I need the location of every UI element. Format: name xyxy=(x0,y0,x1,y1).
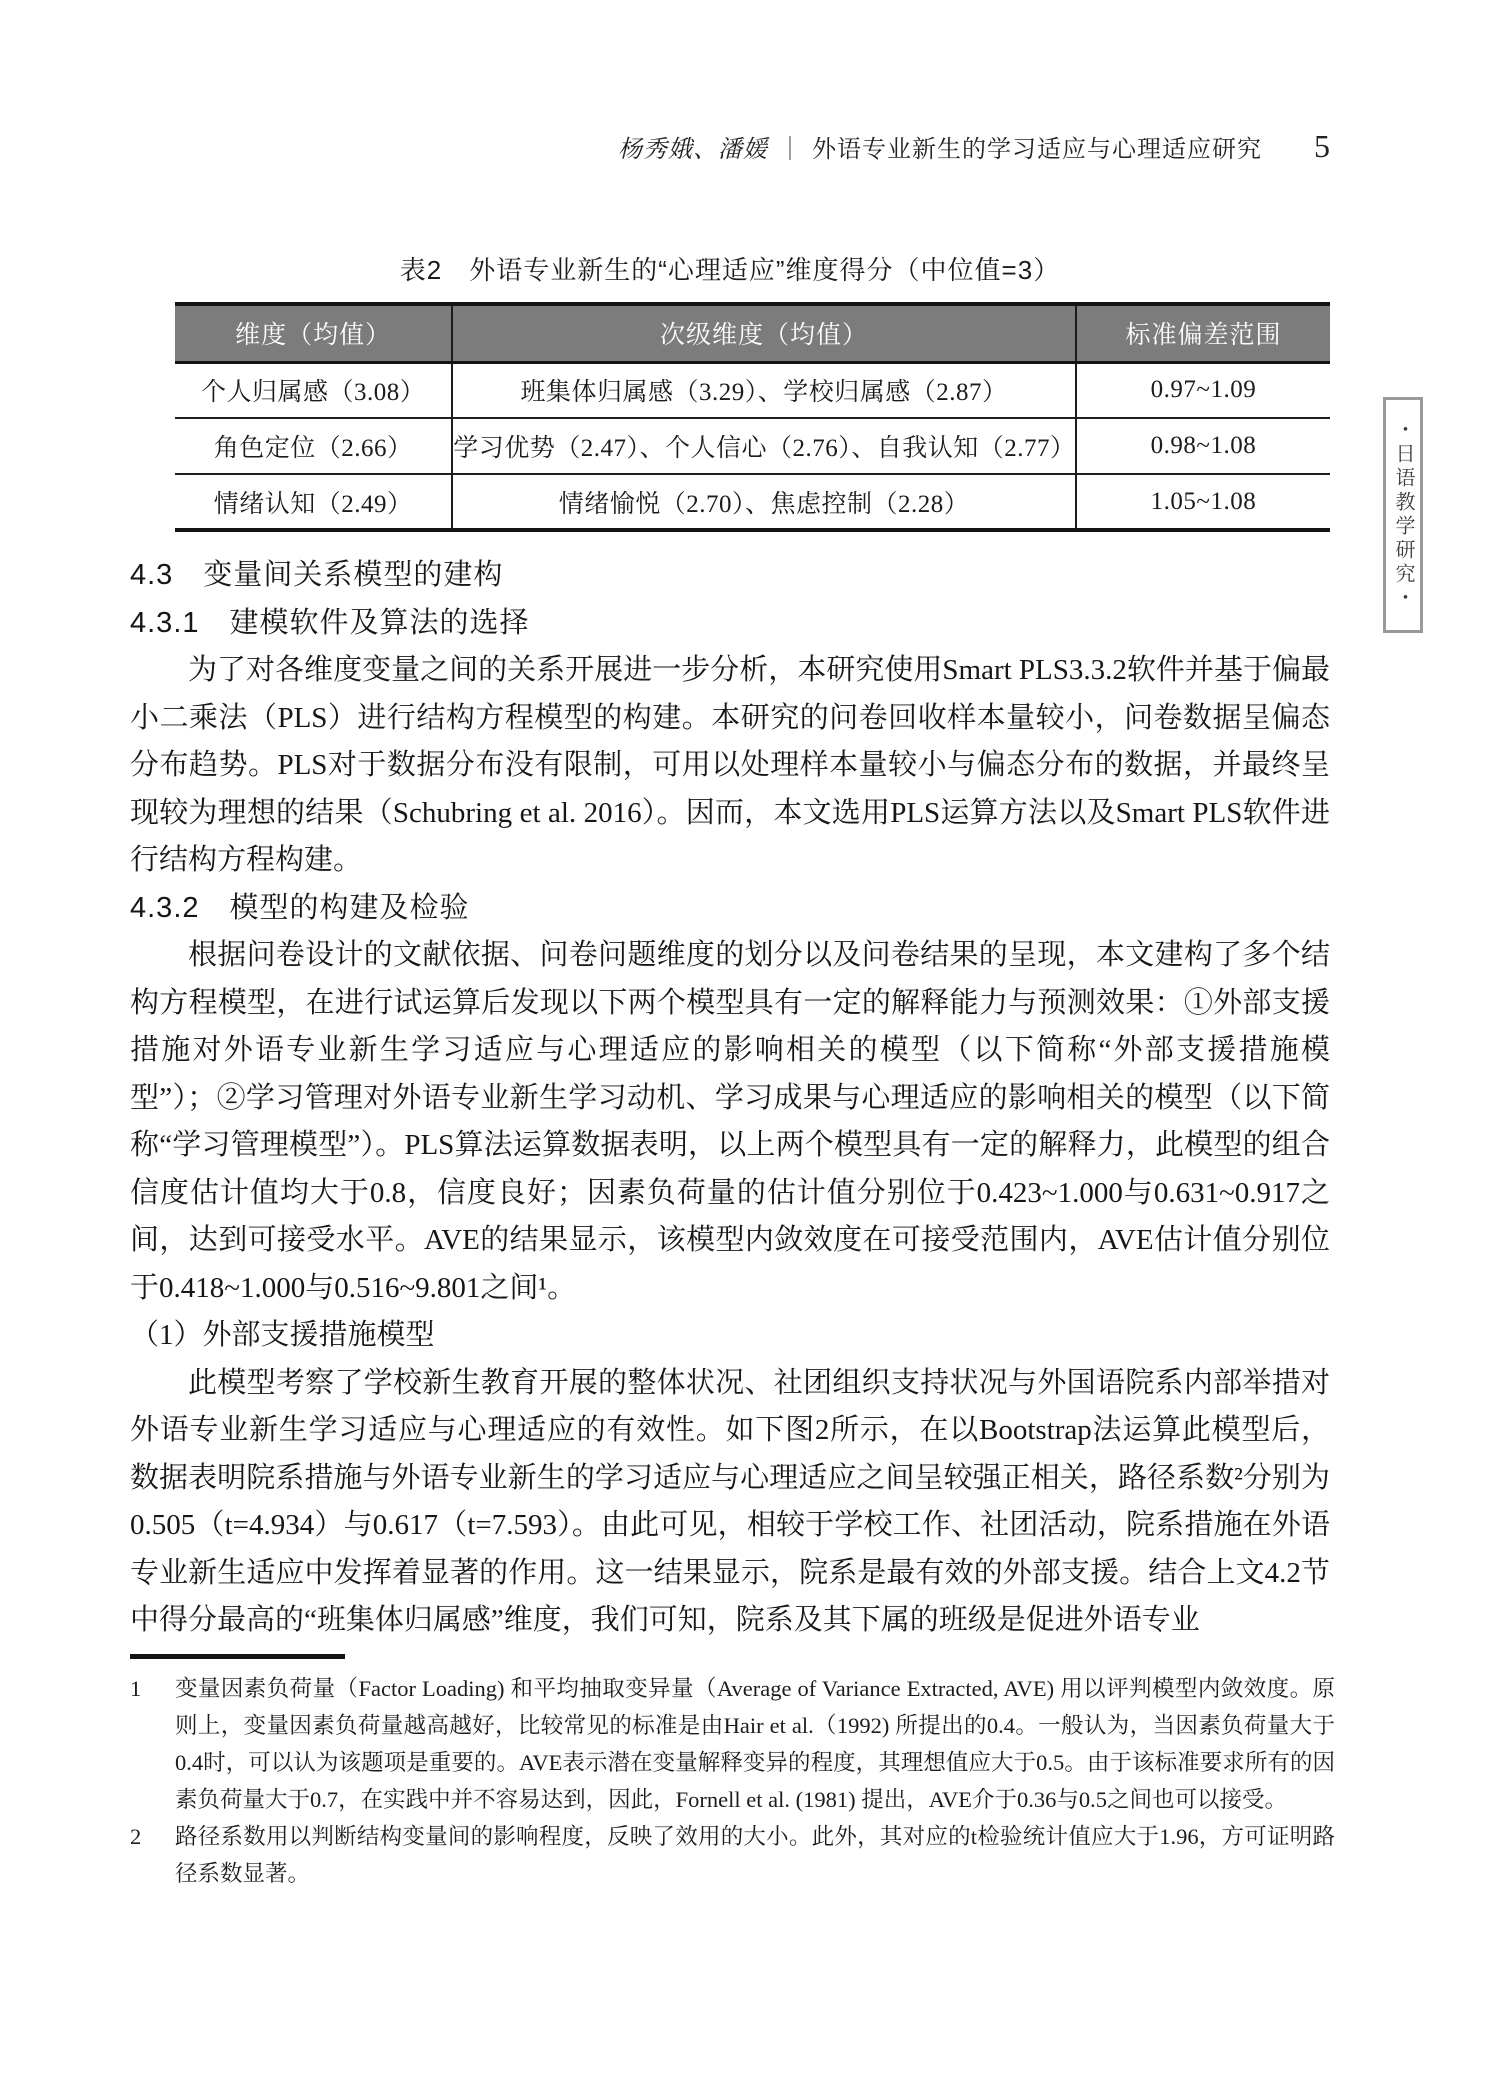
paragraph: 为了对各维度变量之间的关系开展进一步分析，本研究使用Smart PLS3.3.2软件并基于偏最小二乘法（PLS）进行结构方程模型的构建。本研究的问卷回收样本量较小，问卷数据呈偏态分布趋势。PLS对于数据分布没有限制，可用以处理样本量较小与偏态分布的数据，并最终呈现较为理想的结果（Schubring et al. 2016）。因而，本文选用PLS运算方法以及Smart PLS软件进行结构方程构建。 xyxy=(130,654,1330,876)
cell-sd-range: 1.05~1.08 xyxy=(1076,474,1330,530)
paragraph: 此模型考察了学校新生教育开展的整体状况、社团组织支持状况与外国语院系内部举措对外语专业新生学习适应与心理适应的有效性。如下图2所示，在以Bootstrap法运算此模型后，数据表明院系措施与外语专业新生的学习适应与心理适应之间呈较强正相关，路径系数²分别为0.505（t=4.934）与0.617（t=7.593）。由此可见，相较于学校工作、社团活动，院系措施在外语专业新生适应中发挥着显著的作用。这一结果显示，院系是最有效的外部支援。结合上文4.2节中得分最高的“班集体归属感”维度，我们可知，院系及其下属的班级是促进外语专业 xyxy=(130,1366,1330,1636)
header-article-title: 外语专业新生的学习适应与心理适应研究 xyxy=(812,136,1262,163)
cell-sd-range: 0.98~1.08 xyxy=(1076,418,1330,474)
footnote-number: 2 xyxy=(130,1824,142,1849)
cell-dimension: 角色定位（2.66） xyxy=(175,418,452,474)
psych-adaptation-score-table xyxy=(175,302,1330,532)
section-heading-4-3-1: 4.3.1 建模软件及算法的选择 xyxy=(130,606,530,639)
journal-section-tab xyxy=(1383,397,1423,633)
footnotes xyxy=(130,1670,1335,1892)
footnote-1 xyxy=(130,1670,1335,1818)
table-header-row xyxy=(175,304,1330,362)
cell-subdimension: 情绪愉悦（2.70）、焦虑控制（2.28） xyxy=(452,474,1076,530)
header-authors: 杨秀娥、潘媛 xyxy=(618,137,768,163)
header-separator: ｜ xyxy=(778,136,802,163)
cell-dimension: 情绪认知（2.49） xyxy=(213,490,413,518)
footnote-text: 路径系数用以判断结构变量间的影响程度，反映了效用的大小。此外，其对应的t检验统计值应大于1.96，方可证明路径系数显著。 xyxy=(175,1824,1335,1886)
paragraph: 根据问卷设计的文献依据、问卷问题维度的划分以及问卷结果的呈现，本文建构了多个结构方程模型，在进行试运算后发现以下两个模型具有一定的解释能力与预测效果：①外部支援措施对外语专业新生学习适应与心理适应的影响相关的模型（以下简称“外部支援措施模型”）；②学习管理对外语专业新生学习动机、学习成果与心理适应的影响相关的模型（以下简称“学习管理模型”）。PLS算法运算数据表明，以上两个模型具有一定的解释力，此模型的组合信度估计值均大于0.8，信度良好；因素负荷量的估计值分别位于0.423~1.000与0.631~0.917之间，达到可接受水平。AVE的结果显示，该模型内敛效度在可接受范围内，AVE估计值分别位于0.418~1.000与0.516~9.801之间¹。 xyxy=(130,939,1330,1304)
table-caption: 表2 外语专业新生的“心理适应”维度得分（中位值=3） xyxy=(399,255,1061,285)
table-row xyxy=(175,418,1330,474)
column-header-sd-range: 标准偏差范围 xyxy=(1076,304,1330,362)
list-item-heading: （1）外部支援措施模型 xyxy=(130,1319,435,1351)
table-row xyxy=(175,474,1330,530)
cell-sd-range: 0.97~1.09 xyxy=(1076,362,1330,418)
main-text xyxy=(130,552,1330,1645)
footnote-rule xyxy=(130,1654,345,1659)
section-heading-4-3: 4.3 变量间关系模型的建构 xyxy=(130,559,504,591)
footnote-2 xyxy=(130,1818,1335,1892)
column-header-subdimension: 次级维度（均值） xyxy=(452,304,1076,362)
table-row xyxy=(175,362,1330,418)
cell-subdimension: 班集体归属感（3.29）、学校归属感（2.87） xyxy=(452,362,1076,418)
journal-section-label: ・日语教学研究・ xyxy=(1392,419,1414,611)
running-header xyxy=(130,128,1330,165)
footnote-text: 变量因素负荷量（Factor Loading) 和平均抽取变异量（Average of Variance Extracted, AVE) 用以评判模型内敛效度。原则上，变量因素负荷量越高越好，比较常见的标准是由Hair et al.（1992) 所提出的0.4。一般认为，当因素负荷量大于0.4时，可以认为该题项是重要的。AVE表示潜在变量解释变异的程度，其理想值应大于0.5。由于该标准要求所有的因素负荷量大于0.7，在实践中并不容易达到，因此，Fornell et al. (1981) 提出，AVE介于0.36与0.5之间也可以接受。 xyxy=(175,1676,1335,1812)
cell-subdimension: 学习优势（2.47）、个人信心（2.76）、自我认知（2.77） xyxy=(452,418,1076,474)
cell-dimension: 个人归属感（3.08） xyxy=(175,362,452,418)
footnote-number: 1 xyxy=(130,1676,142,1701)
section-heading-4-3-2: 4.3.2 模型的构建及检验 xyxy=(130,891,470,924)
page-number: 5 xyxy=(1314,128,1330,164)
column-header-dimension: 维度（均值） xyxy=(175,304,452,362)
